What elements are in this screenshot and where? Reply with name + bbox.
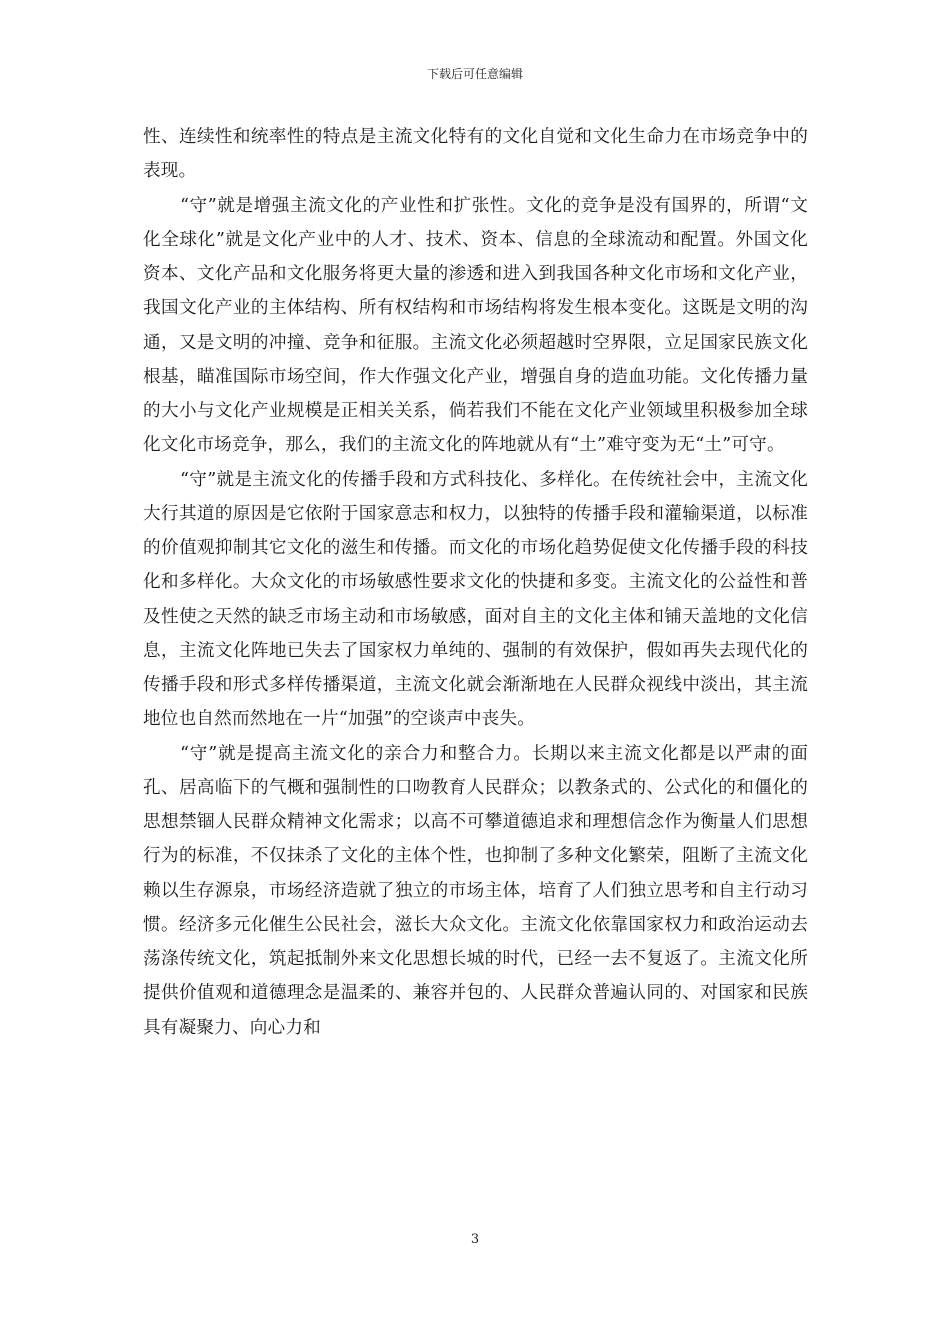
paragraph-industry: “守”就是增强主流文化的产业性和扩张性。文化的竞争是没有国界的，所谓“文化全球化”就是文化产业中的人才、技术、资本、信息的全球流动和配置。外国文化资本、文化产品和文化服务将更大量的渗透和进入到我国各种文化市场和文化产业，我国文化产业的主体结构、所有权结构和市场结构将发生根本变化。这既是文明的沟通，又是文明的冲撞、竞争和征服。主流文化必须超越时空界限，立足国家民族文化根基，瞄准国际市场空间，作大作强文化产业，增强自身的造血功能。文化传播力量的大小与文化产业规模是正相关关系，倘若我们不能在文化产业领域里积极参加全球化文化市场竞争，那么，我们的主流文化的阵地就从有“土”难守变为无“土”可守。 xyxy=(143,195,808,456)
document-body xyxy=(143,120,808,1045)
paragraph-continuation: 性、连续性和统率性的特点是主流文化特有的文化自觉和文化生命力在市场竞争中的表现。 xyxy=(143,127,808,182)
paragraph-cohesion: “守”就是提高主流文化的亲合力和整合力。长期以来主流文化都是以严肃的面孔、居高临下的气概和强制性的口吻教育人民群众；以教条式的、公式化的和僵化的思想禁锢人民群众精神文化需求；以高不可攀道德追求和理想信念作为衡量人们思想行为的标准，不仅抹杀了文化的主体个性，也抑制了多种文化繁荣，阻断了主流文化赖以生存源泉，市场经济造就了独立的市场主体，培育了人们独立思考和自主行动习惯。经济多元化催生公民社会，滋长大众文化。主流文化依靠国家权力和政治运动去荡涤传统文化，筑起抵制外来文化思想长城的时代，已经一去不复返了。主流文化所提供价值观和道德理念是温柔的、兼容并包的、人民群众普遍认同的、对国家和民族具有凝聚力、向心力和 xyxy=(143,743,808,1038)
paragraph-communication: “守”就是主流文化的传播手段和方式科技化、多样化。在传统社会中，主流文化大行其道的原因是它依附于国家意志和权力，以独特的传播手段和灌输渠道，以标准的价值观抑制其它文化的滋生和传播。而文化的市场化趋势促使文化传播手段的科技化和多样化。大众文化的市场敏感性要求文化的快捷和多变。主流文化的公益性和普及性使之天然的缺乏市场主动和市场敏感，面对自主的文化主体和铺天盖地的文化信息，主流文化阵地已失去了国家权力单纯的、强制的有效保护，假如再失去现代化的传播手段和形式多样传播渠道，主流文化就会渐渐地在人民群众视线中淡出，其主流地位也自然而然地在一片“加强”的空谈声中丧失。 xyxy=(143,469,808,730)
page-header: 下载后可任意编辑 xyxy=(426,67,523,81)
page-number: 3 xyxy=(470,1232,480,1247)
